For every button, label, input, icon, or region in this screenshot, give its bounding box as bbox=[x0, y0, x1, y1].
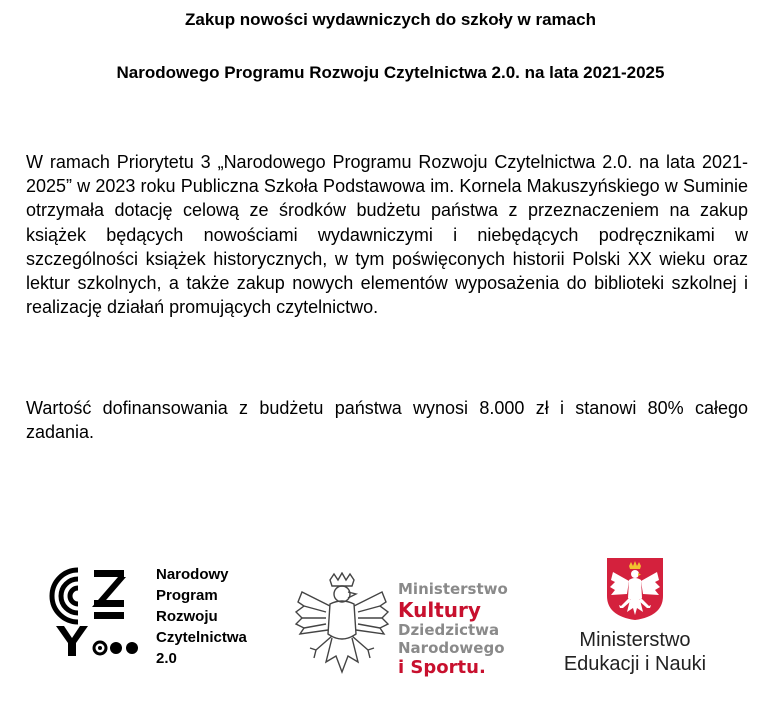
mkdnis-line-narodowego: Narodowego bbox=[398, 639, 505, 657]
men-logo bbox=[545, 556, 725, 686]
mkdnis-logo bbox=[290, 572, 530, 687]
document-title-line1: Zakup nowości wydawniczych do szkoły w ramach bbox=[185, 10, 596, 29]
coat-of-arms-icon bbox=[605, 556, 665, 622]
body-paragraph-2: Wartość dofinansowania z budżetu państwa wynosi 8.000 zł i stanowi 80% całego zadania. bbox=[26, 398, 748, 443]
men-logo-text: Ministerstwo Edukacji i Nauki bbox=[563, 629, 707, 675]
mkdnis-line-dziedzictwa: Dziedzictwa bbox=[398, 621, 500, 639]
white-eagle-emblem-icon bbox=[290, 572, 394, 684]
mkdnis-line-kultury: Kultury bbox=[398, 598, 481, 622]
nprc-logo-text: Narodowy Program Rozwoju Czytelnictwa 2.0 bbox=[156, 566, 247, 667]
nprc-logo-icon bbox=[48, 566, 148, 658]
body-paragraph-1: W ramach Priorytetu 3 „Narodowego Programu Rozwoju Czytelnictwa 2.0. na lata 2021-2025” w 2023 roku Publiczna Szkoła Podstawowa im. Kornela Makuszyńskiego w Suminie otrzymała dotację celową ze środków budżetu państwa z przeznaczeniem na zakup książek będących nowościami wydawniczymi i niebędących podręcznikami w szczególności książek historycznych, w tym poświęconych historii Polski XX wieku oraz lektur szkolnych, a także zakup nowych elementów wyposażenia do biblioteki szkolnej i realizację działań promujących czytelnictwo. bbox=[26, 152, 748, 318]
nprc-logo bbox=[48, 562, 278, 672]
mkdnis-logo-text bbox=[398, 580, 508, 679]
mkdnis-line-sportu: i Sportu. bbox=[398, 657, 486, 678]
document-title-line2: Narodowego Programu Rozwoju Czytelnictwa 2.0. na lata 2021-2025 bbox=[116, 63, 665, 82]
mkdnis-line-ministerstwo: Ministerstwo bbox=[398, 580, 508, 598]
